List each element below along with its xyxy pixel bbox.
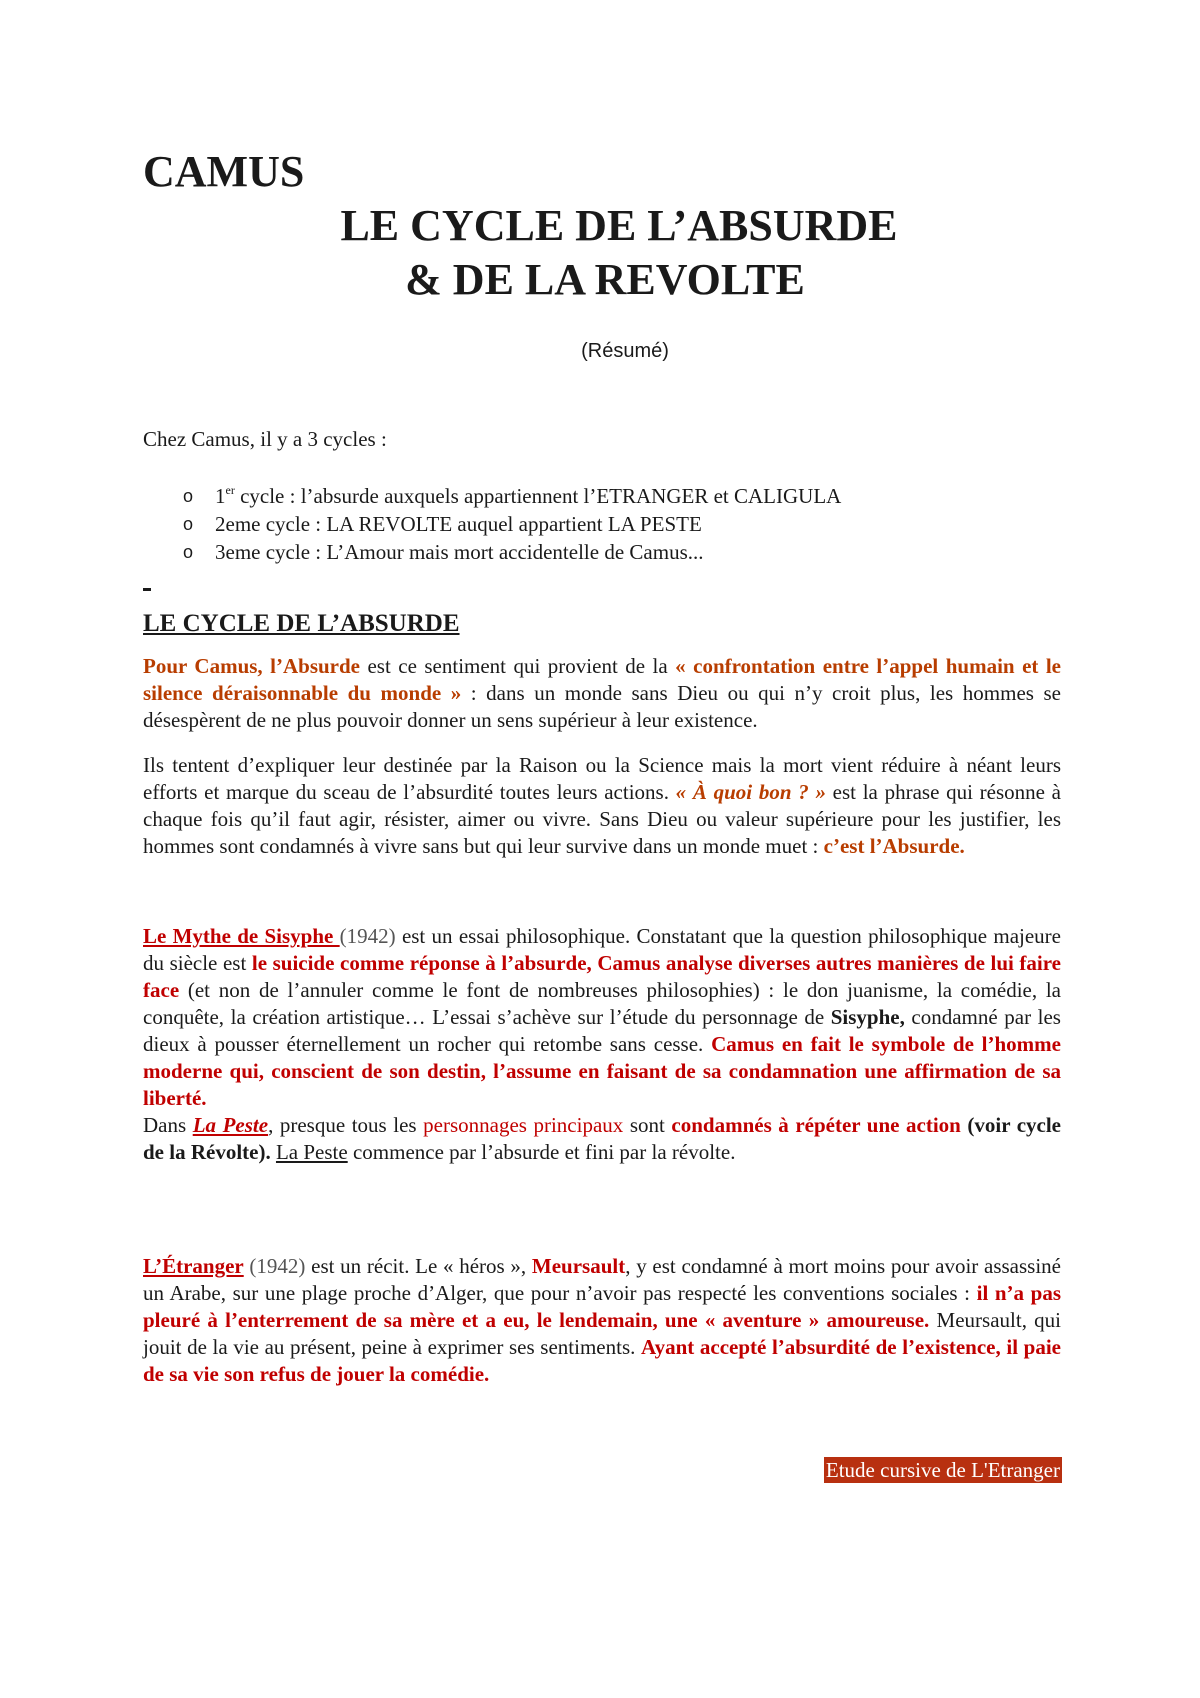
link-la-peste-2[interactable]: La Peste	[275, 1140, 348, 1164]
link-l-etranger[interactable]: L’Étranger	[143, 1254, 244, 1278]
doc-title-line3: & DE LA REVOLTE	[405, 255, 805, 304]
list-item: o 3eme cycle : L’Amour mais mort accidentelle de Camus...	[183, 540, 704, 564]
section-heading: LE CYCLE DE L’ABSURDE	[143, 610, 460, 637]
link-mythe-de-sisyphe[interactable]: Le Mythe de Sisyphe	[143, 924, 340, 948]
paragraph-absurde-explanation: Ils tentent d’expliquer leur destinée par la Raison ou la Science mais la mort vient réduire à néant leurs efforts et marque du sceau de l’absurdité toutes leurs actions. « À quoi bon ? » est la phrase qui résonne à chaque fois qu’il faut agir, résister, aimer ou vivre. Sans Dieu ou valeur supérieure pour les justifier, les hommes sont condamnés à vivre sans but qui leur survive dans un monde muet : c’est l’Absurde.	[143, 753, 1061, 858]
doc-title-line2: LE CYCLE DE L’ABSURDE	[340, 201, 898, 250]
bullet-icon: o	[183, 514, 194, 534]
link-la-peste[interactable]: La Peste	[192, 1113, 269, 1137]
etude-cursive-link[interactable]: Etude cursive de L'Etranger	[825, 1458, 1060, 1482]
bullet-icon: o	[183, 486, 194, 506]
list-item: o 1er cycle : l’absurde auxquels appartiennent l’ETRANGER et CALIGULA	[183, 483, 842, 508]
intro-text: Chez Camus, il y a 3 cycles :	[143, 427, 387, 451]
cycles-list	[183, 482, 1043, 566]
doc-subtitle: (Résumé)	[581, 340, 669, 362]
list-item: o 2eme cycle : LA REVOLTE auquel appartient LA PESTE	[183, 512, 702, 536]
bullet-icon: o	[183, 542, 194, 562]
paragraph-l-etranger: L’Étranger (1942) est un récit. Le « héros », Meursault, y est condamné à mort moins pour avoir assassiné un Arabe, sur une plage proche d’Alger, que pour n’avoir pas respecté les conventions sociales : il n’a pas pleuré à l’enterrement de sa mère et a eu, le lendemain, une « aventure » amoureuse. Meursault, qui jouit de la vie au présent, peine à exprimer ses sentiments. Ayant accepté l’absurdité de l’existence, il paie de sa vie son refus de jouer la comédie.	[143, 1254, 1061, 1386]
dash-mark	[143, 588, 151, 591]
doc-title-author: CAMUS	[143, 147, 305, 196]
paragraph-mythe-de-sisyphe: Le Mythe de Sisyphe (1942) est un essai philosophique. Constatant que la question philosophique majeure du siècle est le suicide comme réponse à l’absurde, Camus analyse diverses autres manières de lui faire face (et non de l’annuler comme le font de nombreuses philosophies) : le don juanisme, la comédie, la conquête, la création artistique… L’essai s’achève sur l’étude du personnage de Sisyphe, condamné par les dieux à pousser éternellement un rocher qui retombe sans cesse. Camus en fait le symbole de l’homme moderne qui, conscient de son destin, l’assume en faisant de sa condamnation une affirmation de sa liberté. Dans La Peste, presque tous les personnages principaux sont condamnés à répéter une action (voir cycle de la Révolte). La Peste commence par l’absurde et fini par la révolte.	[143, 924, 1061, 1164]
paragraph-absurde-definition: Pour Camus, l’Absurde est ce sentiment qui provient de la « confrontation entre l’appel humain et le silence déraisonnable du monde » : dans un monde sans Dieu ou qui n’y croit plus, les hommes se désespèrent de ne plus pouvoir donner un sens supérieur à leur existence.	[143, 654, 1062, 732]
